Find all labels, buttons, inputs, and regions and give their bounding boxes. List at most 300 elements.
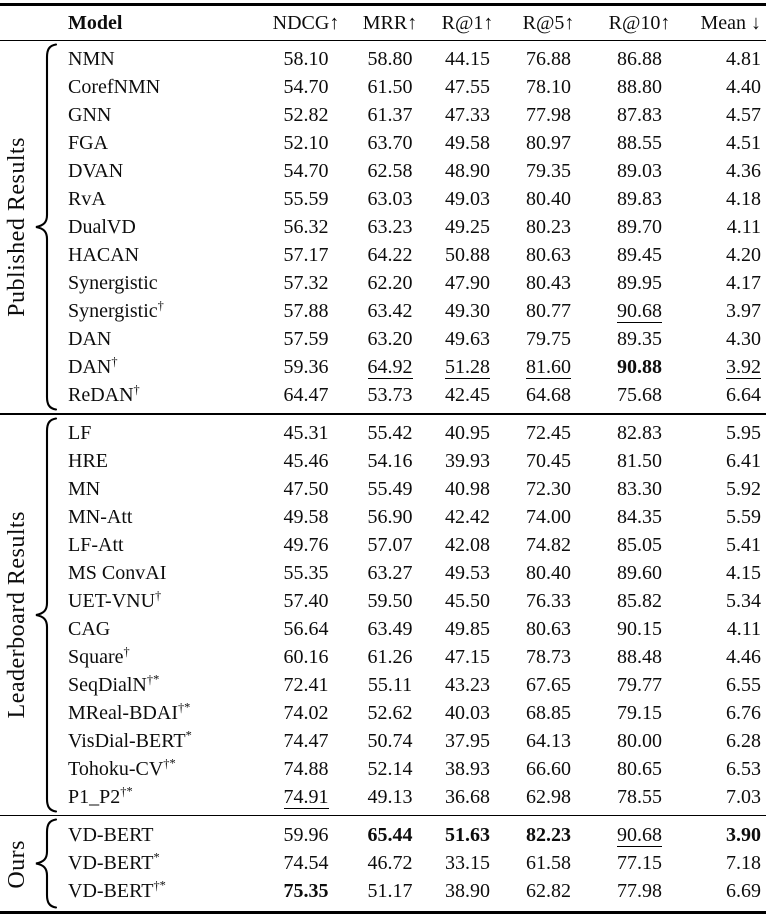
table-row <box>62 615 766 643</box>
model-name-text: Synergistic <box>68 300 158 323</box>
cell-value: 74.82 <box>526 533 571 556</box>
cell-ndcg <box>260 587 352 615</box>
cell-value: 63.70 <box>367 132 413 155</box>
cell-value: 45.46 <box>283 449 329 472</box>
cell-value: 51.17 <box>367 880 413 903</box>
cell-r5 <box>507 241 590 269</box>
cell-mrr <box>352 353 428 381</box>
cell-r5 <box>507 45 590 73</box>
cell-r10 <box>590 419 689 447</box>
table-row <box>62 671 766 699</box>
cell-r10 <box>590 755 689 783</box>
cell-value: 74.47 <box>283 729 329 752</box>
cell-value: 64.47 <box>283 384 329 407</box>
model-name <box>62 755 260 783</box>
cell-r1 <box>428 699 507 727</box>
cell-ndcg <box>260 783 352 811</box>
cell-value: 75.68 <box>617 384 662 407</box>
cell-value: 77.15 <box>617 852 662 875</box>
cell-r1 <box>428 849 507 877</box>
model-name <box>62 353 260 381</box>
cell-value: 49.63 <box>445 328 490 351</box>
cell-mrr <box>352 447 428 475</box>
cell-value: 74.54 <box>283 852 329 875</box>
table-row <box>62 475 766 503</box>
cell-value: 79.15 <box>617 701 662 724</box>
model-superscript: * <box>185 728 192 743</box>
cell-value: 55.49 <box>367 477 413 500</box>
cell-value: 37.95 <box>445 729 490 752</box>
cell-r5 <box>507 101 590 129</box>
group-rows <box>62 816 766 911</box>
cell-value: 6.41 <box>726 449 761 472</box>
cell-ndcg <box>260 297 352 325</box>
table-row <box>62 877 766 905</box>
cell-value: 49.58 <box>283 505 329 528</box>
group-label-text: Ours <box>3 839 30 889</box>
cell-mrr <box>352 129 428 157</box>
cell-value: 3.90 <box>726 824 761 847</box>
cell-value: 76.33 <box>526 589 571 612</box>
cell-value: 4.40 <box>726 76 761 99</box>
table-row <box>62 755 766 783</box>
table-row <box>62 213 766 241</box>
cell-r1 <box>428 671 507 699</box>
cell-r5 <box>507 783 590 811</box>
cell-value: 70.45 <box>526 449 571 472</box>
cell-ndcg <box>260 727 352 755</box>
model-name-text: Synergistic <box>68 272 158 295</box>
model-superscript: † <box>157 298 164 313</box>
cell-value: 59.96 <box>283 824 329 847</box>
cell-mean <box>689 241 766 269</box>
cell-value: 40.03 <box>445 701 490 724</box>
table-row <box>62 587 766 615</box>
cell-mrr <box>352 213 428 241</box>
cell-value: 89.83 <box>617 188 662 211</box>
cell-r10 <box>590 241 689 269</box>
cell-ndcg <box>260 755 352 783</box>
cell-value: 56.32 <box>283 216 329 239</box>
cell-value: 78.73 <box>526 645 571 668</box>
cell-r1 <box>428 615 507 643</box>
cell-r5 <box>507 353 590 381</box>
cell-r1 <box>428 503 507 531</box>
cell-ndcg <box>260 849 352 877</box>
model-superscript: †* <box>177 700 191 715</box>
cell-value: 49.13 <box>367 785 413 808</box>
cell-value: 64.68 <box>526 384 571 407</box>
cell-mrr <box>352 325 428 353</box>
cell-r1 <box>428 531 507 559</box>
cell-r5 <box>507 475 590 503</box>
cell-value: 57.07 <box>367 533 413 556</box>
cell-value: 44.15 <box>445 48 490 71</box>
cell-value: 55.42 <box>367 421 413 444</box>
cell-value: 90.68 <box>617 824 662 847</box>
cell-value: 63.42 <box>367 300 413 323</box>
cell-mrr <box>352 157 428 185</box>
group-label-published <box>0 41 34 413</box>
cell-value: 65.44 <box>367 824 413 847</box>
cell-r10 <box>590 157 689 185</box>
cell-value: 42.08 <box>445 533 490 556</box>
cell-ndcg <box>260 381 352 409</box>
cell-value: 57.59 <box>283 328 329 351</box>
model-name <box>62 101 260 129</box>
table-row <box>62 185 766 213</box>
cell-mrr <box>352 503 428 531</box>
cell-value: 3.97 <box>726 300 761 323</box>
cell-value: 59.36 <box>283 356 329 379</box>
table-row <box>62 821 766 849</box>
cell-value: 61.50 <box>367 76 413 99</box>
cell-value: 74.88 <box>283 757 329 780</box>
cell-mrr <box>352 727 428 755</box>
cell-ndcg <box>260 241 352 269</box>
cell-value: 79.77 <box>617 673 662 696</box>
cell-value: 89.35 <box>617 328 662 351</box>
cell-value: 5.41 <box>726 533 761 556</box>
cell-value: 58.10 <box>283 48 329 71</box>
table-row <box>62 129 766 157</box>
cell-value: 63.27 <box>367 561 413 584</box>
model-superscript: †* <box>153 878 166 893</box>
cell-value: 80.40 <box>526 188 571 211</box>
model-name <box>62 269 260 297</box>
cell-ndcg <box>260 325 352 353</box>
cell-value: 4.81 <box>726 48 761 71</box>
model-name-text: DVAN <box>68 160 124 183</box>
table-row <box>62 559 766 587</box>
cell-value: 51.63 <box>445 824 490 847</box>
table-row <box>62 381 766 409</box>
model-name-text: DAN <box>68 328 112 351</box>
cell-value: 72.30 <box>526 477 571 500</box>
cell-value: 6.69 <box>726 880 761 903</box>
cell-ndcg <box>260 129 352 157</box>
cell-mrr <box>352 671 428 699</box>
cell-ndcg <box>260 475 352 503</box>
cell-mrr <box>352 101 428 129</box>
model-name <box>62 73 260 101</box>
cell-r5 <box>507 185 590 213</box>
table-row <box>62 101 766 129</box>
cell-mrr <box>352 755 428 783</box>
model-name <box>62 587 260 615</box>
cell-mrr <box>352 269 428 297</box>
cell-value: 47.90 <box>445 272 490 295</box>
cell-value: 61.58 <box>526 852 571 875</box>
cell-value: 47.33 <box>445 104 490 127</box>
cell-ndcg <box>260 157 352 185</box>
table-row <box>62 783 766 811</box>
model-name <box>62 559 260 587</box>
cell-value: 88.80 <box>617 76 662 99</box>
cell-mean <box>689 727 766 755</box>
model-name <box>62 727 260 755</box>
model-name-text: Tohoku-CV <box>68 757 164 780</box>
cell-r10 <box>590 671 689 699</box>
cell-mrr <box>352 419 428 447</box>
model-superscript: †* <box>146 672 160 687</box>
model-name-text: VisDial-BERT <box>68 729 186 752</box>
cell-value: 52.10 <box>283 132 329 155</box>
cell-value: 62.98 <box>526 785 571 808</box>
cell-ndcg <box>260 419 352 447</box>
cell-r5 <box>507 615 590 643</box>
cell-value: 5.92 <box>726 477 761 500</box>
cell-r1 <box>428 269 507 297</box>
model-name <box>62 447 260 475</box>
cell-r1 <box>428 587 507 615</box>
model-name <box>62 419 260 447</box>
cell-value: 76.88 <box>526 48 571 71</box>
cell-value: 74.02 <box>283 701 329 724</box>
cell-value: 49.53 <box>445 561 490 584</box>
table-row <box>62 325 766 353</box>
cell-value: 57.88 <box>283 300 329 323</box>
cell-value: 42.42 <box>445 505 490 528</box>
cell-value: 5.34 <box>726 589 761 612</box>
cell-mrr <box>352 849 428 877</box>
cell-value: 89.95 <box>617 272 662 295</box>
cell-value: 63.03 <box>367 188 413 211</box>
cell-value: 61.37 <box>367 104 413 127</box>
model-name <box>62 783 260 811</box>
cell-r1 <box>428 559 507 587</box>
cell-value: 46.72 <box>367 852 413 875</box>
cell-mean <box>689 73 766 101</box>
cell-r5 <box>507 755 590 783</box>
cell-r5 <box>507 503 590 531</box>
cell-value: 82.23 <box>526 824 571 847</box>
cell-r5 <box>507 671 590 699</box>
table-header-row <box>0 6 766 40</box>
model-name-text: HRE <box>68 449 108 472</box>
cell-r1 <box>428 129 507 157</box>
cell-value: 54.70 <box>283 76 329 99</box>
cell-value: 63.20 <box>367 328 413 351</box>
model-name <box>62 157 260 185</box>
cell-value: 62.20 <box>367 272 413 295</box>
group-leaderboard-results <box>0 415 766 815</box>
cell-value: 90.15 <box>617 617 662 640</box>
group-label-text: Published Results <box>3 137 30 318</box>
model-name <box>62 671 260 699</box>
model-name-text: ReDAN <box>68 384 134 407</box>
cell-r1 <box>428 475 507 503</box>
cell-ndcg <box>260 73 352 101</box>
column-header-model: Model <box>68 11 123 34</box>
cell-value: 80.65 <box>617 757 662 780</box>
cell-value: 50.74 <box>367 729 413 752</box>
model-name <box>62 643 260 671</box>
cell-value: 60.16 <box>283 645 329 668</box>
model-name <box>62 849 260 877</box>
cell-value: 49.58 <box>445 132 490 155</box>
cell-ndcg <box>260 877 352 905</box>
cell-value: 67.65 <box>526 673 571 696</box>
cell-r10 <box>590 129 689 157</box>
table-row <box>62 727 766 755</box>
column-header-r5: R@5↑ <box>522 11 575 34</box>
cell-ndcg <box>260 643 352 671</box>
model-name <box>62 129 260 157</box>
cell-value: 63.49 <box>367 617 413 640</box>
cell-mean <box>689 475 766 503</box>
cell-value: 53.73 <box>367 384 413 407</box>
model-name-text: HACAN <box>68 244 140 267</box>
cell-ndcg <box>260 185 352 213</box>
cell-value: 84.35 <box>617 505 662 528</box>
cell-value: 80.77 <box>526 300 571 323</box>
cell-value: 89.03 <box>617 160 662 183</box>
cell-value: 87.83 <box>617 104 662 127</box>
cell-r10 <box>590 297 689 325</box>
group-label-ours <box>0 816 34 911</box>
model-name-text: DualVD <box>68 216 136 239</box>
table-row <box>62 73 766 101</box>
cell-value: 66.60 <box>526 757 571 780</box>
cell-value: 72.41 <box>283 673 329 696</box>
cell-value: 4.20 <box>726 244 761 267</box>
cell-r1 <box>428 877 507 905</box>
cell-value: 42.45 <box>445 384 490 407</box>
cell-r5 <box>507 129 590 157</box>
cell-value: 64.13 <box>526 729 571 752</box>
cell-r5 <box>507 877 590 905</box>
cell-ndcg <box>260 45 352 73</box>
cell-value: 45.31 <box>283 421 329 444</box>
cell-r5 <box>507 157 590 185</box>
cell-mrr <box>352 783 428 811</box>
cell-r1 <box>428 45 507 73</box>
cell-r10 <box>590 531 689 559</box>
model-name-text: FGA <box>68 132 109 155</box>
bottom-rule <box>0 911 766 914</box>
cell-ndcg <box>260 503 352 531</box>
model-name <box>62 699 260 727</box>
model-name-text: MS ConvAI <box>68 561 167 584</box>
cell-value: 80.63 <box>526 244 571 267</box>
cell-mean <box>689 615 766 643</box>
cell-r5 <box>507 559 590 587</box>
cell-r1 <box>428 241 507 269</box>
cell-r5 <box>507 821 590 849</box>
cell-r1 <box>428 101 507 129</box>
cell-r5 <box>507 73 590 101</box>
cell-mean <box>689 559 766 587</box>
cell-mrr <box>352 297 428 325</box>
cell-r1 <box>428 185 507 213</box>
group-brace-col <box>34 41 62 413</box>
cell-value: 49.76 <box>283 533 329 556</box>
cell-mean <box>689 353 766 381</box>
cell-value: 56.90 <box>367 505 413 528</box>
model-name-text: P1_P2 <box>68 785 121 808</box>
cell-value: 4.36 <box>726 160 761 183</box>
column-header-r10: R@10↑ <box>608 11 671 34</box>
cell-r10 <box>590 643 689 671</box>
cell-value: 36.68 <box>445 785 490 808</box>
cell-ndcg <box>260 531 352 559</box>
cell-value: 63.23 <box>367 216 413 239</box>
cell-r5 <box>507 325 590 353</box>
model-name <box>62 821 260 849</box>
table-row <box>62 849 766 877</box>
cell-value: 6.76 <box>726 701 761 724</box>
cell-r10 <box>590 849 689 877</box>
cell-ndcg <box>260 615 352 643</box>
model-name <box>62 185 260 213</box>
cell-value: 3.92 <box>726 356 761 379</box>
cell-value: 64.22 <box>367 244 413 267</box>
cell-value: 88.48 <box>617 645 662 668</box>
table-row <box>62 503 766 531</box>
cell-mrr <box>352 587 428 615</box>
cell-value: 86.88 <box>617 48 662 71</box>
cell-r1 <box>428 73 507 101</box>
cell-value: 89.60 <box>617 561 662 584</box>
cell-mrr <box>352 643 428 671</box>
cell-r10 <box>590 353 689 381</box>
model-name-text: GNN <box>68 104 112 127</box>
cell-r1 <box>428 381 507 409</box>
cell-value: 80.63 <box>526 617 571 640</box>
cell-r1 <box>428 643 507 671</box>
cell-value: 80.43 <box>526 272 571 295</box>
cell-mean <box>689 381 766 409</box>
cell-r10 <box>590 559 689 587</box>
cell-value: 40.98 <box>445 477 490 500</box>
cell-value: 68.85 <box>526 701 571 724</box>
cell-value: 6.64 <box>726 384 761 407</box>
model-name-text: MReal-BDAI <box>68 701 178 724</box>
cell-value: 72.45 <box>526 421 571 444</box>
cell-value: 83.30 <box>617 477 662 500</box>
cell-mrr <box>352 531 428 559</box>
cell-value: 4.11 <box>726 617 761 640</box>
cell-r10 <box>590 475 689 503</box>
cell-value: 47.15 <box>445 645 490 668</box>
cell-value: 74.00 <box>526 505 571 528</box>
cell-r5 <box>507 587 590 615</box>
cell-r1 <box>428 447 507 475</box>
cell-r5 <box>507 297 590 325</box>
cell-value: 88.55 <box>617 132 662 155</box>
cell-ndcg <box>260 353 352 381</box>
cell-value: 4.17 <box>726 272 761 295</box>
model-name-text: NMN <box>68 48 115 71</box>
cell-value: 64.92 <box>367 356 413 379</box>
cell-mean <box>689 849 766 877</box>
cell-value: 89.70 <box>617 216 662 239</box>
cell-value: 59.50 <box>367 589 413 612</box>
cell-r10 <box>590 381 689 409</box>
cell-r10 <box>590 783 689 811</box>
cell-mean <box>689 643 766 671</box>
cell-value: 6.28 <box>726 729 761 752</box>
model-name-text: SeqDialN <box>68 673 147 696</box>
cell-value: 89.45 <box>617 244 662 267</box>
cell-value: 49.03 <box>445 188 490 211</box>
cell-value: 78.10 <box>526 76 571 99</box>
model-name <box>62 615 260 643</box>
cell-r10 <box>590 213 689 241</box>
cell-value: 4.11 <box>726 216 761 239</box>
cell-mean <box>689 531 766 559</box>
